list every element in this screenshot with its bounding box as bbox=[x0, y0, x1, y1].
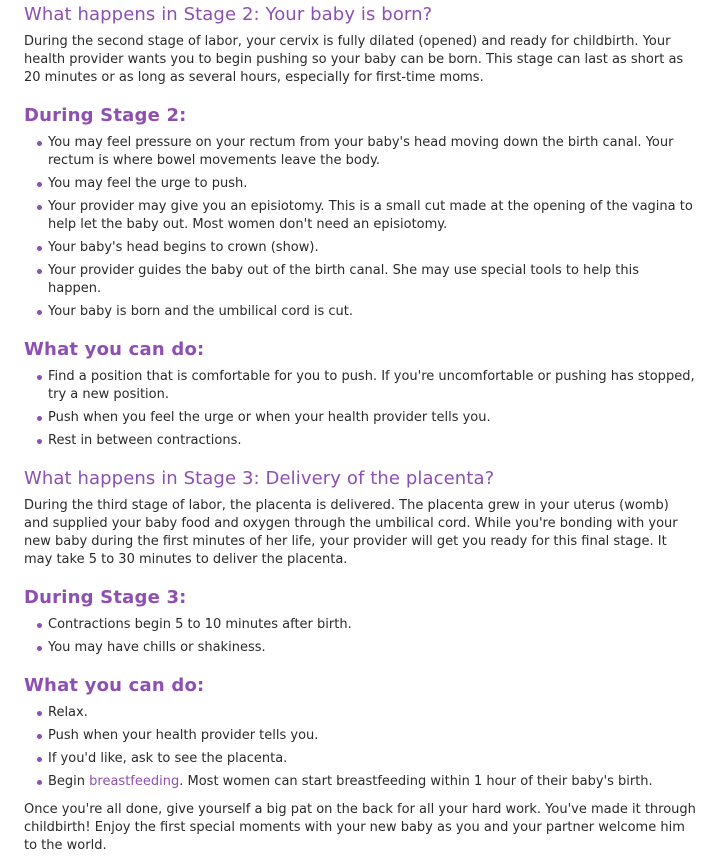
stage3-heading: What happens in Stage 3: Delivery of the placenta? bbox=[24, 468, 495, 489]
stage2-intro: During the second stage of labor, your cervix is fully dilated (opened) and ready for childbirth. Your health provider wants you to begin pushing so your baby can be born. This stage can last as short as 20 minutes or as long as several hours, especially for first-time moms. bbox=[24, 34, 684, 85]
stage2-during-heading: During Stage 2: bbox=[24, 105, 187, 126]
list-item: Your baby's head begins to crown (show). bbox=[24, 239, 696, 257]
list-item-breastfeeding bbox=[24, 773, 696, 791]
breastfeeding-link[interactable]: breastfeeding bbox=[89, 774, 180, 789]
stage2-during-list bbox=[24, 134, 696, 326]
list-item: Your baby is born and the umbilical cord is cut. bbox=[24, 303, 696, 321]
stage3-todo-heading: What you can do: bbox=[24, 675, 205, 696]
list-item: Your provider may give you an episiotomy. This is a small cut made at the opening of the vagina to help let the baby out. Most women don't need an episiotomy. bbox=[24, 198, 696, 234]
list-item: Push when your health provider tells you. bbox=[24, 727, 696, 745]
list-item: Your provider guides the baby out of the birth canal. She may use special tools to help this happen. bbox=[24, 262, 696, 298]
list-item: Contractions begin 5 to 10 minutes after birth. bbox=[24, 616, 696, 634]
list-item: If you'd like, ask to see the placenta. bbox=[24, 750, 696, 768]
stage3-during-list bbox=[24, 616, 696, 662]
breastfeeding-suffix: . Most women can start breastfeeding within 1 hour of their baby's birth. bbox=[179, 774, 653, 789]
stage2-todo-list bbox=[24, 368, 696, 455]
list-item: Push when you feel the urge or when your health provider tells you. bbox=[24, 409, 696, 427]
stage3-during-heading: During Stage 3: bbox=[24, 587, 187, 608]
list-item: You may have chills or shakiness. bbox=[24, 639, 696, 657]
list-item: Relax. bbox=[24, 704, 696, 722]
stage3-intro: During the third stage of labor, the placenta is delivered. The placenta grew in your uterus (womb) and supplied your baby food and oxygen through the umbilical cord. While you're bonding with your new baby during the first minutes of her life, your provider will get you ready for this final stage. It may take 5 to 30 minutes to deliver the placenta. bbox=[24, 498, 678, 567]
list-item: You may feel the urge to push. bbox=[24, 175, 696, 193]
stage3-closing: Once you're all done, give yourself a big pat on the back for all your hard work. You've made it through childbirth! Enjoy the first special moments with your new baby as you and your partner welcome him to the world. bbox=[24, 802, 696, 853]
stage2-todo-heading: What you can do: bbox=[24, 339, 205, 360]
stage2-heading: What happens in Stage 2: Your baby is born? bbox=[24, 4, 433, 25]
list-item: You may feel pressure on your rectum from your baby's head moving down the birth canal. Your rectum is where bowel movements leave the body. bbox=[24, 134, 696, 170]
breastfeeding-prefix: Begin bbox=[48, 774, 90, 789]
stage3-todo-list bbox=[24, 704, 696, 796]
list-item: Find a position that is comfortable for you to push. If you're uncomfortable or pushing has stopped, try a new position. bbox=[24, 368, 696, 404]
list-item: Rest in between contractions. bbox=[24, 432, 696, 450]
